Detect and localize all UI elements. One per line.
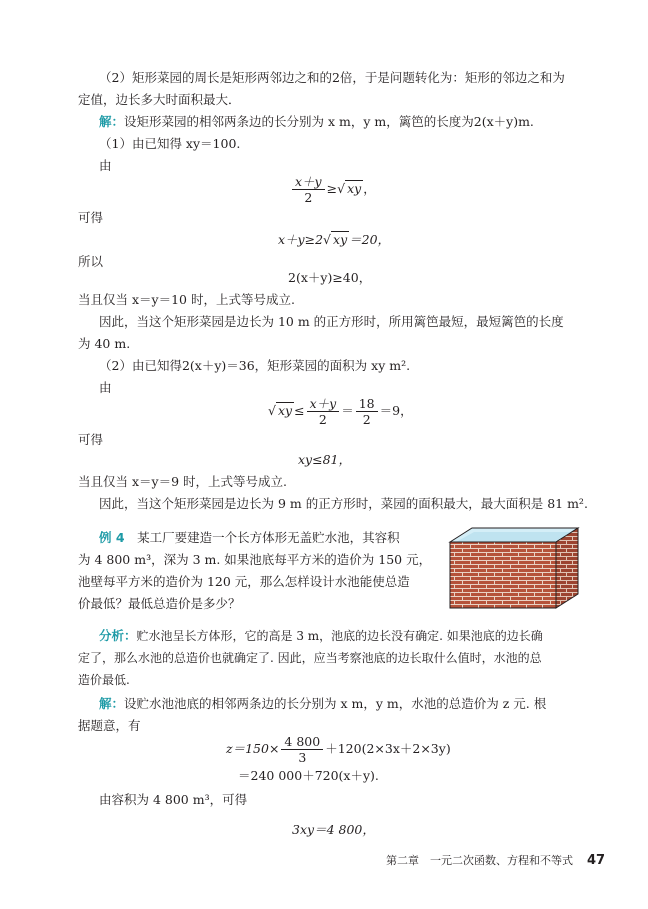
text-line: 由容积为 4 800 m³，可得 <box>99 792 248 807</box>
text-line: 据题意，有 <box>78 718 141 733</box>
equation-amgm: $\frac{x+y}{2}$ ≥√ xy ， <box>290 174 376 208</box>
equation: x＋y≥2√ xy ＝20， <box>278 232 391 247</box>
text-line: 池壁每平方米的造价为 120 元，那么怎样设计水池能使总造 <box>78 574 410 589</box>
solution-line <box>99 114 534 130</box>
example-label: 例 4 <box>99 530 125 545</box>
solution-text: 设矩形菜园的相邻两条边的长分别为 x m，y m，篱笆的长度为2(x＋y)m. <box>124 114 534 129</box>
equation-cost: z＝150× $\frac{4 800}{3}$ ＋120(2×3x＋2×3y) <box>226 734 451 765</box>
solution-label: 解： <box>99 696 125 711</box>
chapter-title: 第二章 一元二次函数、方程和不等式 <box>386 854 573 867</box>
text-line: 因此，当这个矩形菜园是边长为 10 m 的正方形时，所用篱笆最短，最短篱笆的长度 <box>99 314 564 329</box>
solution-label: 解： <box>99 114 125 129</box>
fraction: $\frac{x+y}{2}$ <box>292 174 325 205</box>
sqrt-sign: √ <box>323 232 332 247</box>
equation: ＝240 000＋720(x＋y). <box>238 768 379 783</box>
analysis-line: 分析：贮水池呈长方体形，它的高是 3 m，池底的边长没有确定. 如果池底的边长确 <box>99 628 543 643</box>
text-line: 为 4 800 m³，深为 3 m. 如果池底每平方米的造价为 150 元， <box>78 552 432 567</box>
text-line: （2）由已知得2(x＋y)＝36，矩形菜园的面积为 xy m². <box>99 358 411 373</box>
equation: 3xy＝4 800， <box>292 822 375 837</box>
page-number: 47 <box>586 853 606 868</box>
text-line: 可得 <box>78 432 104 447</box>
fraction: $\frac{x+y}{2}$ <box>307 396 340 427</box>
equation-bound: √ xy ≤ $\frac{x+y}{2}$ ＝ $\frac{18}{2}$ ＝9， <box>268 396 413 427</box>
text-line: 当且仅当 x＝y＝9 时，上式等号成立. <box>78 474 287 489</box>
equation: xy≤81， <box>298 452 351 467</box>
sqrt-sign: √ <box>337 181 346 196</box>
brick-water-tank-illustration <box>446 524 582 614</box>
text-line: 价最低？最低总造价是多少？ <box>78 596 241 611</box>
front-wall <box>450 542 556 608</box>
text-line: 由 <box>99 380 112 395</box>
text-line: 定值，边长多大时面积最大． <box>78 92 241 107</box>
radicand: xy <box>347 181 362 196</box>
text-line: 定了，那么水池的总造价也就确定了. 因此，应当考察池底的边长取什么值时，水池的总 <box>78 651 542 665</box>
text-line: （1）由已知得 xy＝100. <box>99 136 241 151</box>
page-footer <box>386 852 605 869</box>
example-heading: 例 4 某工厂要建造一个长方体形无盖贮水池，其容积 <box>99 530 400 545</box>
text-line: 造价最低. <box>78 673 130 687</box>
text-line: 当且仅当 x＝y＝10 时，上式等号成立. <box>78 292 295 307</box>
text-line: 所以 <box>78 254 104 269</box>
equation: 2(x＋y)≥40， <box>288 270 372 285</box>
solution-line: 解：设贮水池池底的相邻两条边的长分别为 x m，y m，水池的总造价为 z 元. 根 <box>99 696 547 711</box>
analysis-label: 分析： <box>99 628 137 643</box>
text-line: 因此，当这个矩形菜园是边长为 9 m 的正方形时，菜园的面积最大，最大面积是 81 m². <box>99 496 588 511</box>
fraction: $\frac{18}{2}$ <box>356 396 378 427</box>
fraction: $\frac{4 800}{3}$ <box>281 734 323 765</box>
sqrt-sign: √ <box>268 403 276 418</box>
text-line: 由 <box>99 158 112 173</box>
side-wall <box>556 528 578 608</box>
text-line: 为 40 m. <box>78 336 131 351</box>
text-line: 可得 <box>78 210 104 225</box>
text-line: （2）矩形菜园的周长是矩形两邻边之和的2倍，于是问题转化为：矩形的邻边之和为 <box>99 70 565 85</box>
